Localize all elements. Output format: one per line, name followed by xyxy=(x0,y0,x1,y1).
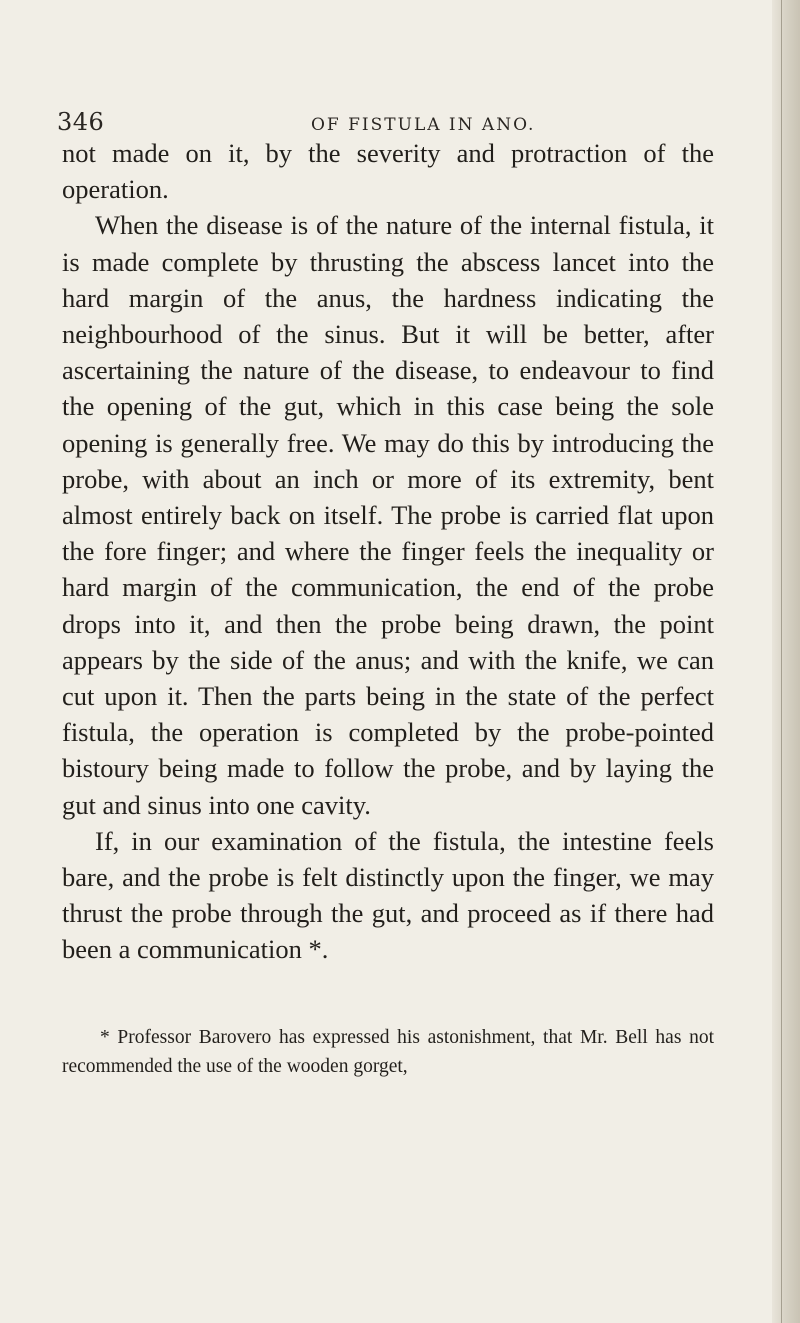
paragraph-continuation: not made on it, by the severity and protraction of the operation. xyxy=(62,138,714,205)
running-head: OF FISTULA IN ANO. xyxy=(311,115,536,135)
body-text xyxy=(62,135,714,968)
page-number: 346 xyxy=(57,108,105,136)
paragraph-internal-fistula: When the disease is of the nature of the internal fistula, it is made complete by thrusting the abscess lancet into the hard margin of the anus, the hardness indicating the neighbourhood of the sinus. But it will be better, after ascertaining the nature of the disease, to endeavour to find the opening of the gut, which in this case being the sole opening is generally free. We may do this by introducing the probe, with about an inch or more of its extremity, bent almost entirely back on itself. The probe is carried flat upon the fore finger; and where the finger feels the inequality or hard margin of the communication, the end of the probe drops into it, and then the probe being drawn, the point appears by the side of the anus; and with the knife, we can cut upon it. Then the parts being in the state of the perfect fistula, the operation is completed by the probe-pointed bistoury being made to follow the probe, and by laying the gut and sinus into one cavity. xyxy=(62,210,714,820)
paragraph-intestine-bare: If, in our examination of the fistula, the intestine feels bare, and the probe is felt distinctly upon the finger, we may thrust the probe through the gut, and proceed as if there had been a communication *. xyxy=(62,825,714,965)
page-edge-shadow xyxy=(772,0,800,1323)
footnote-text: * Professor Barovero has expressed his astonishment, that Mr. Bell has not recommended the use of the wooden gorget, xyxy=(62,1027,714,1077)
page-gutter-line xyxy=(781,0,782,1323)
footnote xyxy=(62,1023,714,1081)
